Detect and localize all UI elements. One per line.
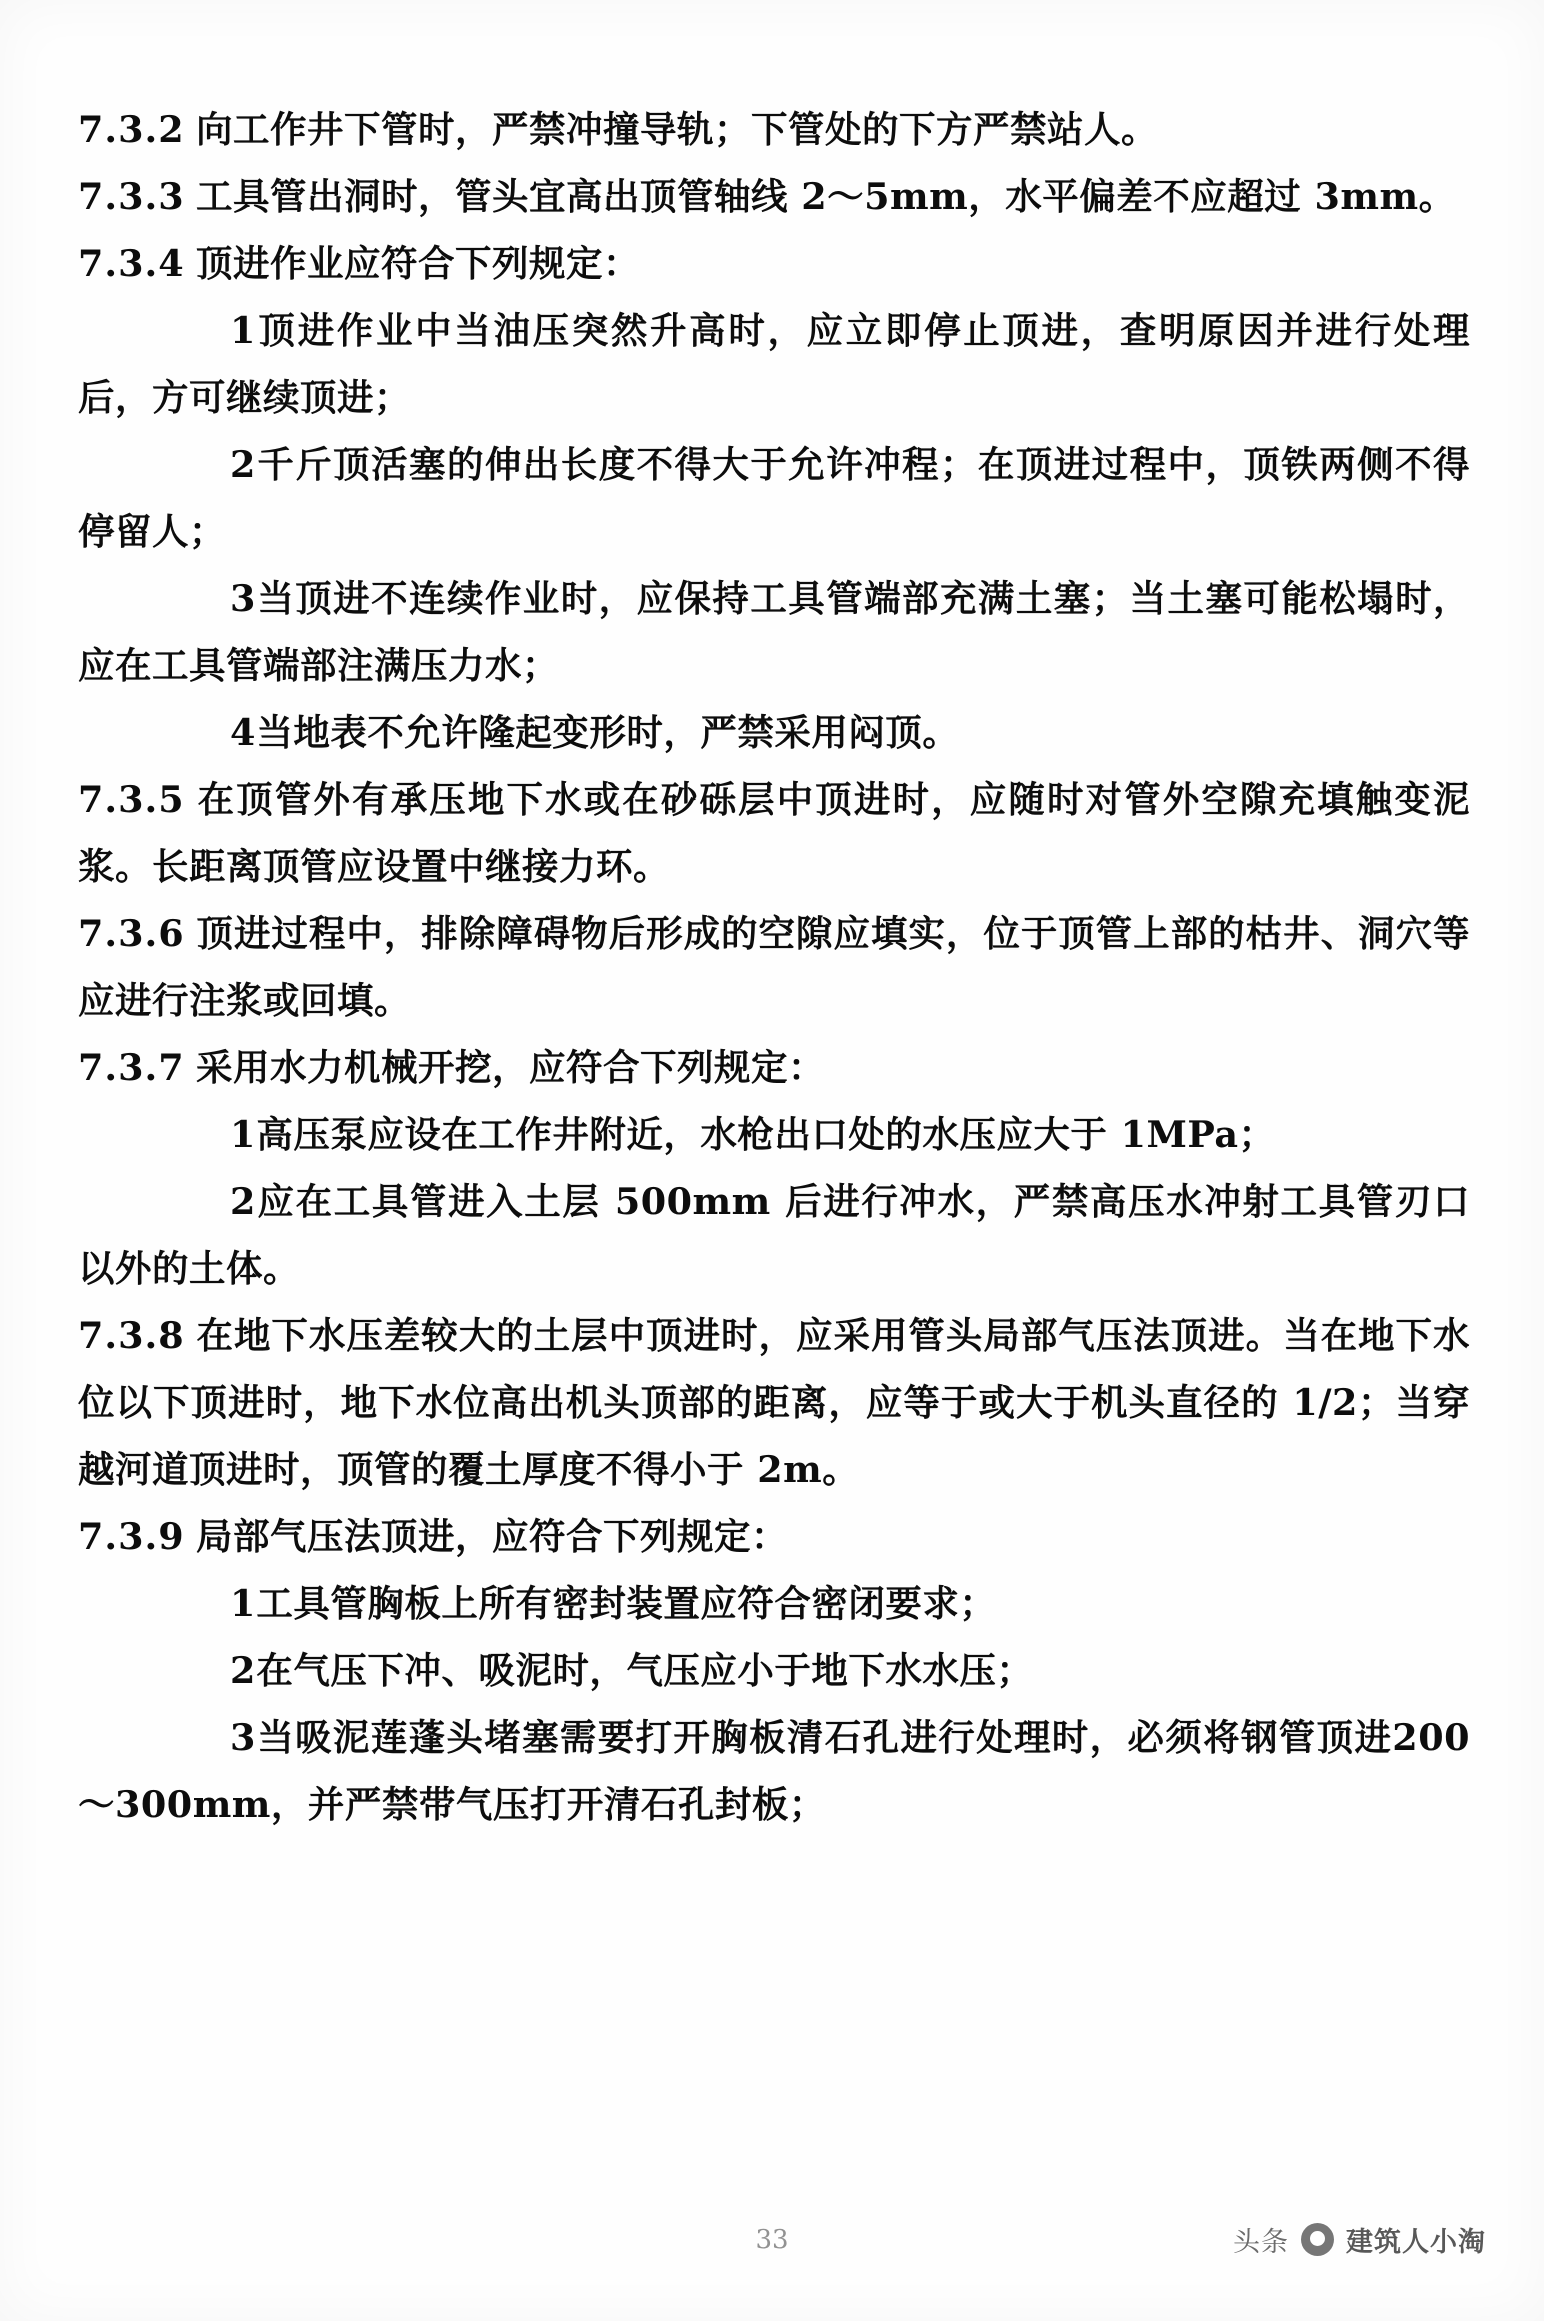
clause-number: 7.3.5: [78, 778, 185, 821]
item-text: 高压泵应设在工作井附近，水枪出口处的水压应大于 1MPa；: [256, 1113, 1276, 1156]
watermark-platform: 头条: [1233, 2227, 1289, 2257]
page-number: 33: [755, 2225, 789, 2255]
clause-paragraph: [78, 1503, 1470, 1570]
clause-number: 7.3.2: [78, 108, 185, 151]
list-item: [78, 1168, 1470, 1302]
item-text: 顶进作业中当油压突然升高时，应立即停止顶进，查明原因并进行处理后，方可继续顶进；: [78, 309, 1470, 419]
item-number: 1: [230, 1113, 257, 1156]
list-item: [78, 699, 1470, 766]
clause-text: 顶进作业应符合下列规定：: [196, 242, 640, 285]
watermark-author: 建筑人小淘: [1346, 2227, 1486, 2257]
clause-paragraph: [78, 1034, 1470, 1101]
clause-paragraph: [78, 1302, 1470, 1503]
clause-paragraph: [78, 900, 1470, 1034]
clause-number: 7.3.8: [78, 1314, 185, 1357]
avatar-icon: [1301, 2223, 1334, 2256]
item-text: 千斤顶活塞的伸出长度不得大于允许冲程；在顶进过程中，顶铁两侧不得停留人；: [78, 443, 1470, 553]
item-text: 应在工具管进入土层 500mm 后进行冲水，严禁高压水冲射工具管刃口以外的土体。: [78, 1180, 1470, 1290]
clause-text: 向工作井下管时，严禁冲撞导轨；下管处的下方严禁站人。: [196, 108, 1158, 151]
item-number: 1: [230, 1582, 257, 1625]
list-item: [78, 1637, 1470, 1704]
document-body: [78, 96, 1470, 1838]
clause-number: 7.3.7: [78, 1046, 185, 1089]
clause-number: 7.3.3: [78, 175, 185, 218]
item-number: 3: [230, 577, 257, 620]
item-text: 在气压下冲、吸泥时，气压应小于地下水水压；: [256, 1649, 1034, 1692]
clause-text: 在地下水压差较大的土层中顶进时，应采用管头局部气压法顶进。当在地下水位以下顶进时，地下水位高出机头顶部的距离，应等于或大于机头直径的 1/2；当穿越河道顶进时，顶管的覆土厚度不得小于 2m。: [78, 1314, 1470, 1491]
clause-number: 7.3.4: [78, 242, 185, 285]
item-text: 工具管胸板上所有密封装置应符合密闭要求；: [256, 1582, 997, 1625]
list-item: [78, 431, 1470, 565]
item-number: 2: [230, 1649, 257, 1692]
item-text: 当地表不允许隆起变形时，严禁采用闷顶。: [256, 711, 960, 754]
clause-text: 采用水力机械开挖，应符合下列规定：: [196, 1046, 825, 1089]
list-item: [78, 1570, 1470, 1637]
clause-number: 7.3.9: [78, 1515, 185, 1558]
clause-paragraph: [78, 230, 1470, 297]
item-number: 3: [230, 1716, 257, 1759]
item-number: 1: [230, 309, 257, 352]
clause-text: 工具管出洞时，管头宜高出顶管轴线 2～5mm，水平偏差不应超过 3mm。: [196, 175, 1456, 218]
clause-paragraph: [78, 163, 1470, 230]
item-number: 4: [230, 711, 257, 754]
list-item: [78, 565, 1470, 699]
item-number: 2: [230, 1180, 257, 1223]
list-item: [78, 1704, 1470, 1838]
clause-paragraph: [78, 96, 1470, 163]
list-item: [78, 297, 1470, 431]
clause-text: 顶进过程中，排除障碍物后形成的空隙应填实，位于顶管上部的枯井、洞穴等应进行注浆或回填。: [78, 912, 1470, 1022]
page-footer: [0, 2225, 1544, 2295]
clause-text: 局部气压法顶进，应符合下列规定：: [196, 1515, 788, 1558]
watermark: [1233, 2220, 1486, 2259]
clause-paragraph: [78, 766, 1470, 900]
list-item: [78, 1101, 1470, 1168]
clause-number: 7.3.6: [78, 912, 185, 955]
clause-text: 在顶管外有承压地下水或在砂砾层中顶进时，应随时对管外空隙充填触变泥浆。长距离顶管应设置中继接力环。: [78, 778, 1470, 888]
item-number: 2: [230, 443, 257, 486]
item-text: 当顶进不连续作业时，应保持工具管端部充满土塞；当土塞可能松塌时，应在工具管端部注满压力水；: [78, 577, 1470, 687]
item-text: 当吸泥莲蓬头堵塞需要打开胸板清石孔进行处理时，必须将钢管顶进200～300mm，并严禁带气压打开清石孔封板；: [78, 1716, 1470, 1826]
